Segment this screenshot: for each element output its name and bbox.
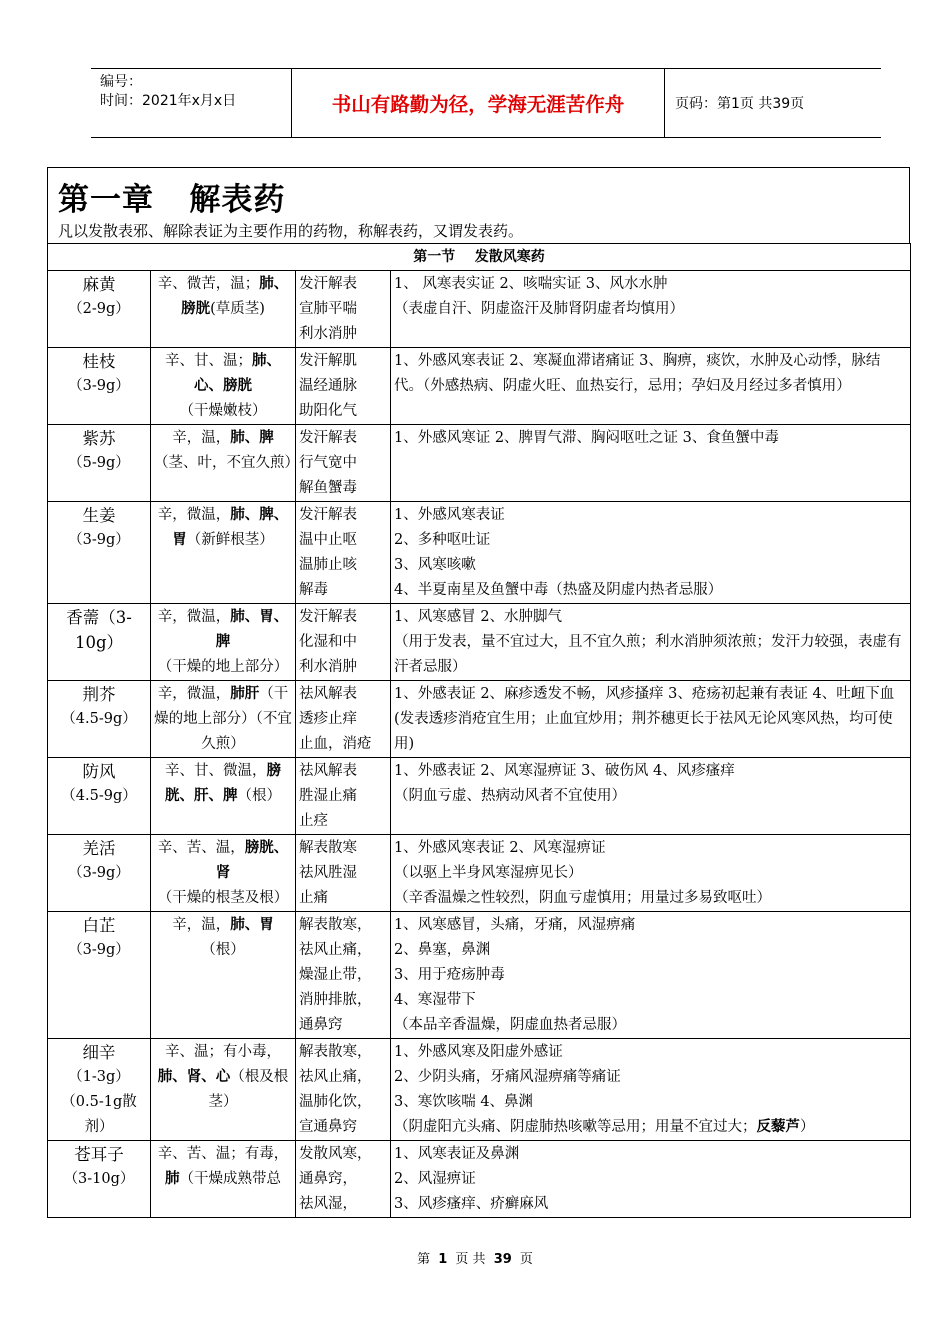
herb-indications-cell [391,835,911,912]
herb-indication-text: 1、外感风寒表证 [394,507,505,523]
herb-indication [394,630,907,680]
herb-part: （新鲜根茎） [186,532,274,548]
herb-effect: 解鱼蟹毒 [299,480,357,496]
herb-effects-cell [296,758,391,835]
herb-effects-cell [296,912,391,1039]
herb-meridians: 肺、心、膀胱 [194,353,281,394]
herb-name-cell [48,912,151,1039]
header-page-info: 页码：第1页 共39页 [675,96,805,112]
herb-indication-text: （用于发表，量不宜过大，且不宜久煎；利水消肿须浓煎；发汗力较强，表虚有汗者忌服） [394,634,902,675]
herb-effect: 止痉 [299,813,328,829]
herb-indication-text: 1、风寒感冒，头痛，牙痛，风湿痹痛 [394,917,636,933]
herb-effect: 温肺化饮， [299,1094,372,1110]
herb-effect: 止血，消疮 [299,736,372,752]
herb-effect: 温肺止咳 [299,557,357,573]
herb-indication [394,272,907,297]
herb-indication-text: 1、风寒感冒 2、水肿脚气 [394,609,563,625]
herb-property-cell [151,604,296,681]
herb-effect: 燥湿止带， [299,967,372,983]
herb-meridians: 肺、膀胱 [181,276,289,317]
herb-property-cell [151,271,296,348]
herb-meridians: 肺、脾、胃 [172,507,289,548]
chapter-title: 第一章 解表药 [58,182,286,218]
herb-nature: 辛、苦、温；有毒， [157,1146,289,1162]
herb-indication [394,784,907,809]
herb-name: 紫苏 [82,429,116,448]
herb-nature: 辛，温， [172,917,231,933]
herb-part: （干燥成熟带总 [179,1171,281,1187]
herb-effect: 宣通鼻窍 [299,1119,357,1135]
herb-effect: 发散风寒， [299,1146,372,1162]
herb-name: 白芷 [82,916,116,935]
herb-meridians: 膀胱、肾 [215,840,289,881]
herb-indication-text: （阴虚阳亢头痛、阴虚肺热咳嗽等忌用；用量不宜过大； [394,1119,757,1135]
herb-name-cell [48,348,151,425]
herb-indication [394,1013,907,1038]
herb-nature: 辛、甘、温； [165,353,252,369]
herb-effect: 温中止呕 [299,532,357,548]
herb-effects-cell [296,348,391,425]
herb-property-cell [151,758,296,835]
footer-suffix: 页 [519,1252,533,1267]
herb-indication [394,349,907,399]
herb-indication-text: （以驱上半身风寒湿痹见长） [394,865,583,881]
herb-effect: 通鼻窍， [299,1171,357,1187]
herb-property-cell [151,1039,296,1141]
herb-dose: （2-9g） [68,301,130,317]
herb-indication-text: 2、鼻塞，鼻渊 [394,942,491,958]
herb-indications-cell [391,425,911,502]
time-label: 时间：2021年x月x日 [100,93,237,109]
herb-indication-text: （表虚自汗、阴虚盗汗及肺肾阴虚者均慎用） [394,301,684,317]
herb-effects-cell [296,502,391,604]
herb-indication [394,759,907,784]
herb-nature: 辛，微温， [157,686,231,702]
herb-indication-text: 2、多种呕吐证 [394,532,491,548]
herb-indications-cell [391,1141,911,1218]
herb-effect: 化湿和中 [299,634,357,650]
herb-meridians: 膀胱、肝、脾 [165,763,281,804]
chapter-box [47,167,910,243]
herb-indication-text: 1、 风寒表实证 2、咳喘实证 3、风水水肿 [394,276,668,292]
herb-meridians: 肺、胃 [230,917,274,933]
herb-indication-text: 1、外感风寒证 2、脾胃气滞、胸闷呕吐之证 3、食鱼蟹中毒 [394,430,779,446]
herb-row [48,348,911,425]
herb-part: （干燥的地上部分）（不宜久煎） [154,686,292,752]
herb-effect: 消肿排脓， [299,992,372,1008]
herb-effects-cell [296,425,391,502]
herb-indication [394,605,907,630]
herb-indication [394,1065,907,1090]
herb-indications-cell [391,912,911,1039]
herb-name-cell [48,835,151,912]
herb-indication-text: 2、风湿痹证 [394,1171,476,1187]
herb-effect: 温经通脉 [299,378,357,394]
herb-effect: 祛风湿， [299,1196,357,1212]
herb-effect: 透疹止痒 [299,711,357,727]
herb-effect: 发汗解肌 [299,353,357,369]
herb-nature: 辛、温；有小毒， [165,1044,281,1060]
herb-incompatibility: 反藜芦 [756,1119,800,1135]
herb-dose: （3-9g） [68,378,130,394]
page-footer [0,1248,950,1267]
herb-property-cell [151,502,296,604]
herb-indication [394,503,907,528]
herb-effects-cell [296,271,391,348]
herb-indications-cell [391,271,911,348]
herb-name: 细辛 [82,1043,116,1062]
herb-table [47,243,911,1218]
herb-indication-text: 4、半夏南星及鱼蟹中毒（热盛及阴虚内热者忌服） [394,582,723,598]
herb-indications-cell [391,1039,911,1141]
herb-name-cell [48,1039,151,1141]
herb-nature: 辛，微温， [157,609,231,625]
herb-indication [394,1115,907,1140]
herb-indication [394,1142,907,1167]
herb-name: 防风 [82,762,116,781]
herb-effect: 祛风解表 [299,686,357,702]
herb-indication-tail: ） [800,1119,815,1135]
herb-effects-cell [296,1039,391,1141]
herb-part: （干燥的地上部分） [157,659,289,675]
herb-indication-text: （辛香温燥之性较烈，阴血亏虚慎用；用量过多易致呕吐） [394,890,771,906]
herb-indication-text: 1、外感风寒表证 2、风寒湿痹证 [394,840,606,856]
herb-indications-cell [391,604,911,681]
herb-name-cell [48,1141,151,1218]
herb-indication-text: 3、寒饮咳喘 4、鼻渊 [394,1094,534,1110]
herb-effect: 宣肺平喘 [299,301,357,317]
herb-dose: （4.5-9g） [61,711,137,727]
herb-name: 桂枝 [82,352,116,371]
herb-row [48,271,911,348]
herb-row [48,835,911,912]
herb-indication-text: 1、外感表证 2、麻疹透发不畅，风疹搔痒 3、疮疡初起兼有表证 4、吐衄下血(发表透疹消疮宜生用；止血宜炒用；荆芥穗更长于祛风无论风寒风热，均可使用) [394,686,895,752]
herb-effect: 发汗解表 [299,430,357,446]
document-header [91,68,881,138]
herb-indication [394,1090,907,1115]
header-motto: 书山有路勤为径，学海无涯苦作舟 [292,69,665,137]
herb-effect: 发汗解表 [299,609,357,625]
herb-indication-text: 3、风寒咳嗽 [394,557,476,573]
herb-name-cell [48,425,151,502]
herb-effects-cell [296,681,391,758]
herb-nature: 辛，温， [172,430,231,446]
herb-part: （干燥的根茎及根） [157,890,289,906]
herb-indication-text: （阴血亏虚、热病动风者不宜使用） [394,788,626,804]
herb-effects-cell [296,1141,391,1218]
herb-effect: 利水消肿 [299,326,357,342]
herb-effect: 解表散寒， [299,917,372,933]
herb-effect: 助阳化气 [299,403,357,419]
herb-meridians: 肺、肾、心 [157,1069,231,1085]
herb-name-cell [48,681,151,758]
number-label: 编号： [100,74,142,90]
herb-dose: （3-10g） [63,1171,135,1187]
herb-effect: 发汗解表 [299,276,357,292]
herb-row [48,912,911,1039]
chapter-description: 凡以发散表邪、解除表证为主要作用的药物，称解表药，又谓发表药。 [58,222,524,240]
herb-part: （根） [237,788,281,804]
herb-dose: （3-9g） [68,532,130,548]
herb-row [48,502,911,604]
herb-effect: 祛风解表 [299,763,357,779]
herb-meridians: 肺、脾 [230,430,274,446]
herb-indication [394,426,907,451]
herb-part: (草质茎) [210,301,265,317]
herb-row [48,604,911,681]
herb-indication [394,682,907,757]
herb-dose: （4.5-9g） [61,788,137,804]
herb-dose: （5-9g） [68,455,130,471]
herb-part: （茎、叶，不宜久煎） [154,455,299,471]
herb-name-cell [48,758,151,835]
herb-meridians: 肺、胃、脾 [215,609,289,650]
herb-indications-cell [391,758,911,835]
herb-indication [394,861,907,886]
herb-effect: 解毒 [299,582,328,598]
footer-prefix: 第 [417,1252,431,1267]
herb-effects-cell [296,835,391,912]
herb-indication [394,963,907,988]
herb-effect: 利水消肿 [299,659,357,675]
herb-meridians: 肺 [165,1171,180,1187]
herb-property-cell [151,835,296,912]
herb-row [48,758,911,835]
herb-name: 荆芥 [82,685,116,704]
herb-row [48,1141,911,1218]
herb-indication-text: 1、外感风寒及阳虚外感证 [394,1044,563,1060]
herb-indication [394,988,907,1013]
herb-part: （干燥嫩枝） [179,403,267,419]
herb-name-cell [48,271,151,348]
herb-name: 羌活 [82,839,116,858]
herb-indication [394,1192,907,1217]
herb-effect: 胜湿止痛 [299,788,357,804]
herb-property-cell [151,348,296,425]
herb-row [48,681,911,758]
herb-effect: 解表散寒， [299,1044,372,1060]
herb-dose: （3-9g） [68,865,130,881]
herb-row [48,425,911,502]
herb-part: （根） [201,942,245,958]
section-row [48,244,911,271]
herb-nature: 辛、苦、温， [157,840,245,856]
footer-total-pages: 39 [493,1252,512,1267]
herb-indication [394,553,907,578]
footer-page-number: 1 [438,1252,448,1267]
herb-effect: 祛风止痛， [299,1069,372,1085]
header-meta [91,69,292,137]
herb-effect: 祛风止痛， [299,942,372,958]
section-title: 第一节 发散风寒药 [48,244,911,271]
herb-indication-text: 1、外感风寒表证 2、寒凝血滞诸痛证 3、胸痹，痰饮，水肿及心动悸，脉结代。（外感热病、阴虚火旺、血热妄行，忌用；孕妇及月经过多者慎用） [394,353,881,394]
herb-indication [394,528,907,553]
herb-name: 苍耳子 [74,1145,124,1164]
herb-property-cell [151,912,296,1039]
herb-name: 生姜 [82,506,116,525]
herb-name: 香薷（3-10g） [66,608,132,652]
herb-name-cell [48,604,151,681]
herb-property-cell [151,1141,296,1218]
herb-indications-cell [391,348,911,425]
herb-indication-text: 1、风寒表证及鼻渊 [394,1146,520,1162]
herb-property-cell [151,425,299,502]
herb-nature: 辛，微温， [157,507,231,523]
herb-effect: 行气宽中 [299,455,357,471]
herb-nature: 辛、甘、微温， [165,763,267,779]
herb-effect: 通鼻窍 [299,1017,343,1033]
herb-indication [394,1040,907,1065]
herb-effect: 止痛 [299,890,328,906]
footer-middle: 页 共 [455,1252,486,1267]
herb-effects-cell [296,604,391,681]
herb-indication [394,1167,907,1192]
herb-property-cell [151,681,296,758]
herb-name: 麻黄 [82,275,116,294]
herb-nature: 辛、微苦，温； [157,276,260,292]
herb-indication [394,913,907,938]
herb-indication-text: 2、少阴头痛，牙痛风湿痹痛等痛证 [394,1069,621,1085]
herb-dose: （1-3g）（0.5-1g散剂） [61,1069,137,1135]
herb-indication-text: 3、风疹瘙痒、疥癣麻风 [394,1196,549,1212]
herb-indication-text: （本品辛香温燥，阴虚血热者忌服） [394,1017,626,1033]
herb-effect: 祛风胜湿 [299,865,357,881]
herb-indication [394,836,907,861]
herb-indication [394,297,907,322]
herb-row [48,1039,911,1141]
herb-name-cell [48,502,151,604]
herb-indication-text: 1、外感表证 2、风寒湿痹证 3、破伤风 4、风疹瘙痒 [394,763,735,779]
herb-indication-text: 3、用于疮疡肿毒 [394,967,505,983]
herb-indication-text: 4、寒湿带下 [394,992,476,1008]
herb-part: （根及根茎） [208,1069,289,1110]
herb-effect: 发汗解表 [299,507,357,523]
herb-indication [394,886,907,911]
herb-indications-cell [391,502,911,604]
herb-indication [394,578,907,603]
herb-dose: （3-9g） [68,942,130,958]
herb-effect: 解表散寒 [299,840,357,856]
herb-indication [394,938,907,963]
herb-indications-cell [391,681,911,758]
herb-meridians: 肺肝 [230,686,260,702]
